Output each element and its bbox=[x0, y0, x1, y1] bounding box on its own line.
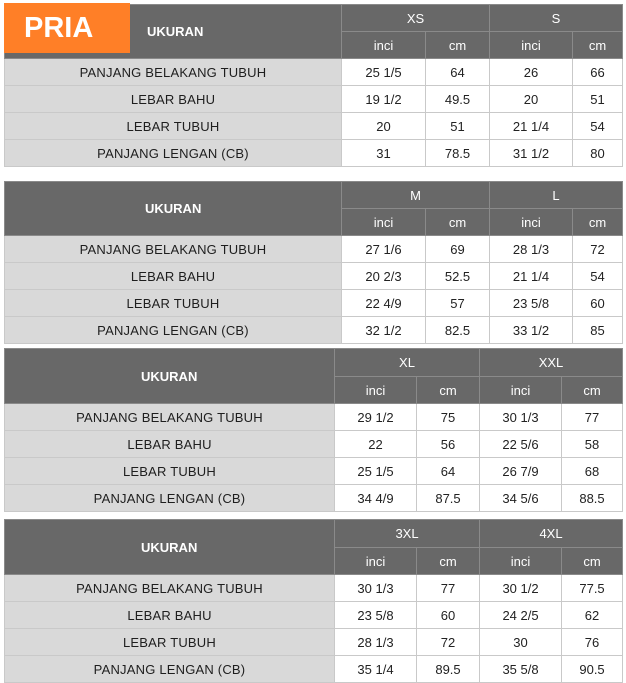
value-cell: 75 bbox=[417, 404, 480, 431]
row-label: PANJANG LENGAN (CB) bbox=[5, 140, 342, 167]
value-cell: 35 1/4 bbox=[335, 656, 417, 683]
size-table-m-l bbox=[4, 181, 623, 344]
table-row bbox=[5, 404, 623, 431]
table-row bbox=[5, 113, 623, 140]
unit-inch: inci bbox=[342, 209, 426, 236]
value-cell: 89.5 bbox=[417, 656, 480, 683]
ukuran-header: UKURAN bbox=[141, 539, 198, 555]
unit-cm: cm bbox=[426, 32, 490, 59]
value-cell: 20 bbox=[490, 86, 573, 113]
unit-inch: inci bbox=[335, 548, 417, 575]
value-cell: 25 1/5 bbox=[342, 59, 426, 86]
value-cell: 51 bbox=[573, 86, 623, 113]
value-cell: 23 5/8 bbox=[490, 290, 573, 317]
row-label: LEBAR BAHU bbox=[5, 263, 342, 290]
value-cell: 26 7/9 bbox=[480, 458, 562, 485]
value-cell: 57 bbox=[426, 290, 490, 317]
size-header-m: M bbox=[342, 182, 490, 209]
table-row bbox=[5, 236, 623, 263]
row-label: LEBAR TUBUH bbox=[5, 629, 335, 656]
value-cell: 30 1/3 bbox=[335, 575, 417, 602]
value-cell: 66 bbox=[573, 59, 623, 86]
value-cell: 87.5 bbox=[417, 485, 480, 512]
row-label: LEBAR BAHU bbox=[5, 86, 342, 113]
value-cell: 31 1/2 bbox=[490, 140, 573, 167]
table-row bbox=[5, 317, 623, 344]
value-cell: 19 1/2 bbox=[342, 86, 426, 113]
unit-inch: inci bbox=[490, 209, 573, 236]
value-cell: 30 bbox=[480, 629, 562, 656]
row-label: PANJANG BELAKANG TUBUH bbox=[5, 236, 342, 263]
ukuran-header: UKURAN bbox=[141, 368, 198, 384]
value-cell: 72 bbox=[417, 629, 480, 656]
value-cell: 22 bbox=[335, 431, 417, 458]
ukuran-header-cell bbox=[5, 182, 342, 236]
value-cell: 23 5/8 bbox=[335, 602, 417, 629]
table-row bbox=[5, 656, 623, 683]
value-cell: 21 1/4 bbox=[490, 113, 573, 140]
value-cell: 64 bbox=[417, 458, 480, 485]
value-cell: 88.5 bbox=[562, 485, 623, 512]
row-label: LEBAR BAHU bbox=[5, 431, 335, 458]
size-header-xs: XS bbox=[342, 5, 490, 32]
value-cell: 24 2/5 bbox=[480, 602, 562, 629]
value-cell: 26 bbox=[490, 59, 573, 86]
value-cell: 27 1/6 bbox=[342, 236, 426, 263]
table-row bbox=[5, 458, 623, 485]
value-cell: 82.5 bbox=[426, 317, 490, 344]
value-cell: 34 4/9 bbox=[335, 485, 417, 512]
table-row bbox=[5, 86, 623, 113]
unit-inch: inci bbox=[480, 548, 562, 575]
value-cell: 54 bbox=[573, 263, 623, 290]
value-cell: 54 bbox=[573, 113, 623, 140]
size-header-3xl: 3XL bbox=[335, 520, 480, 548]
row-label: PANJANG BELAKANG TUBUH bbox=[5, 575, 335, 602]
row-label: PANJANG LENGAN (CB) bbox=[5, 317, 342, 344]
unit-cm: cm bbox=[417, 548, 480, 575]
value-cell: 30 1/3 bbox=[480, 404, 562, 431]
value-cell: 22 5/6 bbox=[480, 431, 562, 458]
value-cell: 68 bbox=[562, 458, 623, 485]
ukuran-header: UKURAN bbox=[147, 24, 204, 39]
unit-inch: inci bbox=[490, 32, 573, 59]
value-cell: 28 1/3 bbox=[490, 236, 573, 263]
unit-cm: cm bbox=[426, 209, 490, 236]
table-row bbox=[5, 59, 623, 86]
size-header-l: L bbox=[490, 182, 623, 209]
unit-cm: cm bbox=[573, 209, 623, 236]
value-cell: 32 1/2 bbox=[342, 317, 426, 344]
unit-cm: cm bbox=[573, 32, 623, 59]
value-cell: 90.5 bbox=[562, 656, 623, 683]
value-cell: 35 5/8 bbox=[480, 656, 562, 683]
value-cell: 58 bbox=[562, 431, 623, 458]
value-cell: 25 1/5 bbox=[335, 458, 417, 485]
value-cell: 60 bbox=[573, 290, 623, 317]
row-label: PANJANG LENGAN (CB) bbox=[5, 485, 335, 512]
value-cell: 62 bbox=[562, 602, 623, 629]
ukuran-header-cell bbox=[5, 520, 335, 575]
size-header-xl: XL bbox=[335, 349, 480, 377]
unit-inch: inci bbox=[342, 32, 426, 59]
value-cell: 22 4/9 bbox=[342, 290, 426, 317]
value-cell: 77 bbox=[562, 404, 623, 431]
table-row bbox=[5, 602, 623, 629]
row-label: LEBAR TUBUH bbox=[5, 290, 342, 317]
value-cell: 21 1/4 bbox=[490, 263, 573, 290]
size-table-xl-xxl bbox=[4, 348, 623, 512]
row-label: LEBAR TUBUH bbox=[5, 458, 335, 485]
value-cell: 85 bbox=[573, 317, 623, 344]
size-header-4xl: 4XL bbox=[480, 520, 623, 548]
value-cell: 31 bbox=[342, 140, 426, 167]
size-header-xxl: XXL bbox=[480, 349, 623, 377]
value-cell: 30 1/2 bbox=[480, 575, 562, 602]
ukuran-header-cell bbox=[5, 349, 335, 404]
value-cell: 80 bbox=[573, 140, 623, 167]
size-table-3xl-4xl bbox=[4, 519, 623, 683]
ukuran-header: UKURAN bbox=[145, 201, 202, 216]
value-cell: 76 bbox=[562, 629, 623, 656]
row-label: PANJANG LENGAN (CB) bbox=[5, 656, 335, 683]
value-cell: 33 1/2 bbox=[490, 317, 573, 344]
value-cell: 49.5 bbox=[426, 86, 490, 113]
table-row bbox=[5, 431, 623, 458]
value-cell: 20 2/3 bbox=[342, 263, 426, 290]
value-cell: 60 bbox=[417, 602, 480, 629]
table-row bbox=[5, 575, 623, 602]
row-label: PANJANG BELAKANG TUBUH bbox=[5, 59, 342, 86]
row-label: PANJANG BELAKANG TUBUH bbox=[5, 404, 335, 431]
unit-cm: cm bbox=[417, 377, 480, 404]
value-cell: 77 bbox=[417, 575, 480, 602]
value-cell: 56 bbox=[417, 431, 480, 458]
size-header-s: S bbox=[490, 5, 623, 32]
value-cell: 69 bbox=[426, 236, 490, 263]
table-row bbox=[5, 140, 623, 167]
value-cell: 51 bbox=[426, 113, 490, 140]
table-row bbox=[5, 485, 623, 512]
unit-cm: cm bbox=[562, 377, 623, 404]
unit-cm: cm bbox=[562, 548, 623, 575]
value-cell: 77.5 bbox=[562, 575, 623, 602]
unit-inch: inci bbox=[480, 377, 562, 404]
table-row bbox=[5, 290, 623, 317]
row-label: LEBAR BAHU bbox=[5, 602, 335, 629]
pria-badge: PRIA bbox=[4, 3, 130, 53]
value-cell: 29 1/2 bbox=[335, 404, 417, 431]
value-cell: 52.5 bbox=[426, 263, 490, 290]
value-cell: 72 bbox=[573, 236, 623, 263]
value-cell: 28 1/3 bbox=[335, 629, 417, 656]
table-row bbox=[5, 629, 623, 656]
unit-inch: inci bbox=[335, 377, 417, 404]
value-cell: 78.5 bbox=[426, 140, 490, 167]
value-cell: 34 5/6 bbox=[480, 485, 562, 512]
value-cell: 20 bbox=[342, 113, 426, 140]
value-cell: 64 bbox=[426, 59, 490, 86]
table-row bbox=[5, 263, 623, 290]
row-label: LEBAR TUBUH bbox=[5, 113, 342, 140]
